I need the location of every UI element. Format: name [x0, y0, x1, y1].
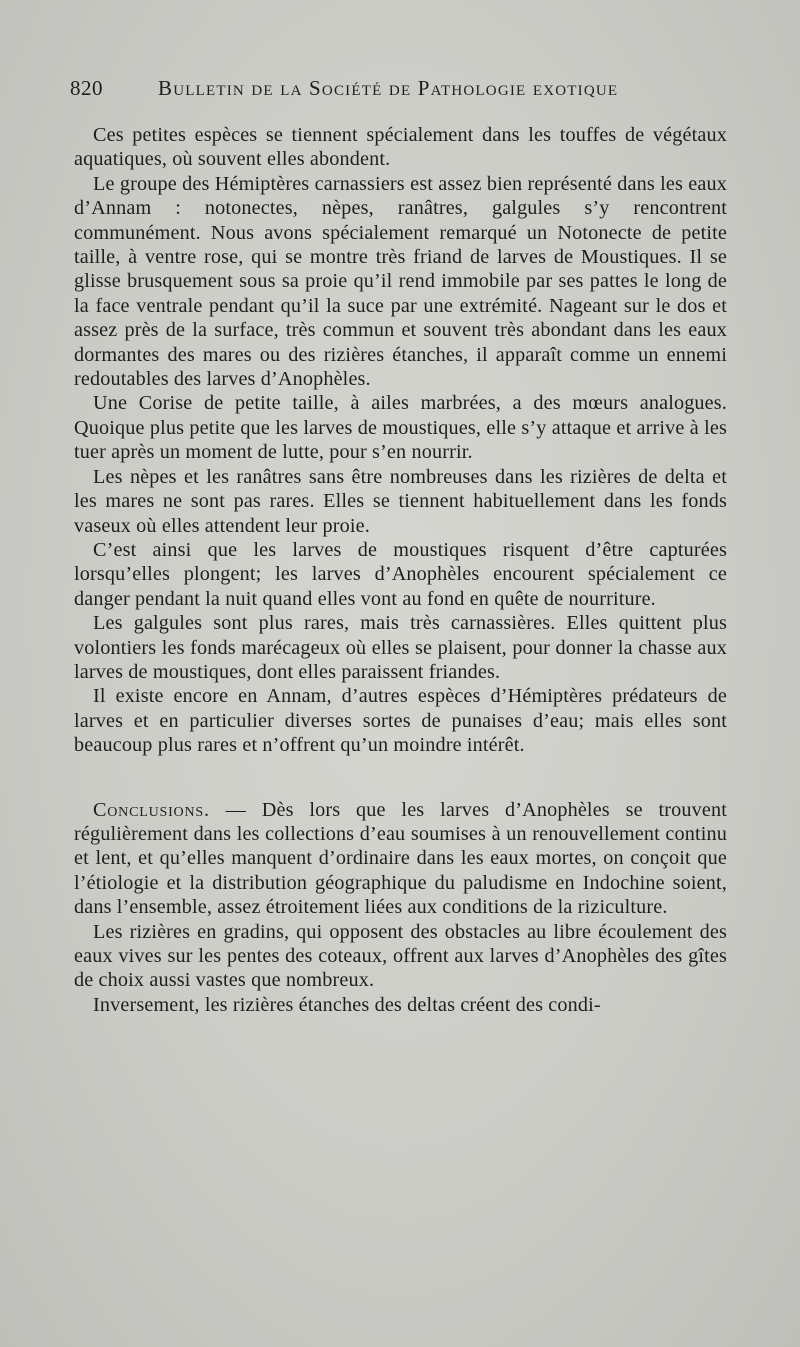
paragraph: Une Corise de petite taille, à ailes marbrées, a des mœurs analogues. Quoique plus petite que les larves de moustiques, elle s’y attaque et arrive à les tuer après un moment de lutte, pour s’en nourrir.: [74, 392, 727, 464]
paragraph: Les rizières en gradins, qui opposent des obstacles au libre écoulement des eaux vives sur les pentes des coteaux, offrent aux larves d’Anophèles des gîtes de choix aussi vastes que nombreux.: [74, 920, 727, 992]
conclusions-paragraph: [74, 798, 727, 920]
page-header: [70, 76, 730, 106]
conclusions-lead: — Dès lors que les larves d’Anophèles se trouvent régulièrement dans les collections d’eau soumises à un renouvellement continu et lent, et qu’elles manquent d’ordinaire dans les eaux mortes, on conçoit que l’étiologie et la distribution géographique du paludisme en Indochine soient, dans l’ensemble, assez étroitement liées aux conditions de la riziculture.: [74, 798, 727, 919]
paragraph: C’est ainsi que les larves de moustiques risquent d’être capturées lorsqu’elles plongent; les larves d’Anophèles encourent spécialement ce danger pendant la nuit quand elles vont au fond en quête de nourriture.: [74, 538, 727, 610]
article-body: [74, 123, 727, 1017]
paragraph: Inversement, les rizières étanches des deltas créent des condi-: [93, 993, 601, 1016]
paragraph: Il existe encore en Annam, d’autres espèces d’Hémiptères prédateurs de larves et en particulier diverses sortes de punaises d’eau; mais elles sont beaucoup plus rares et n’offrent qu’un moindre intérêt.: [74, 685, 727, 757]
section-gap: [74, 758, 727, 798]
page-number: 820: [70, 76, 103, 100]
paragraph: Le groupe des Hémiptères carnassiers est assez bien représenté dans les eaux d’Annam : notonectes, nèpes, ranâtres, galgules s’y rencontrent communément. Nous avons spécialement remarqué un Notonecte de petite taille, à ventre rose, qui se montre très friand de larves de Moustiques. Il se glisse brusquement sous sa proie qu’il rend immobile par ses pattes le long de la face ventrale pendant qu’il la suce par une extrémité. Nageant sur le dos et assez près de la surface, très commun et souvent très abondant dans les eaux dormantes des mares ou des rizières étanches, il apparaît comme un ennemi redoutables des larves d’Anophèles.: [74, 172, 727, 391]
paragraph: Les nèpes et les ranâtres sans être nombreuses dans les rizières de delta et les mares ne sont pas rares. Elles se tiennent habituellement dans les fonds vaseux où elles attendent leur proie.: [74, 465, 727, 537]
paragraph: Les galgules sont plus rares, mais très carnassières. Elles quittent plus volontiers les fonds marécageux où elles se plaisent, pour donner la chasse aux larves de moustiques, dont elles paraissent friandes.: [74, 612, 727, 683]
running-title: Bulletin de la Société de Pathologie exotique: [158, 76, 619, 100]
paragraph: Ces petites espèces se tiennent spécialement dans les touffes de végétaux aquatiques, où souvent elles abondent.: [74, 124, 727, 171]
conclusions-heading: Conclusions.: [93, 798, 210, 821]
